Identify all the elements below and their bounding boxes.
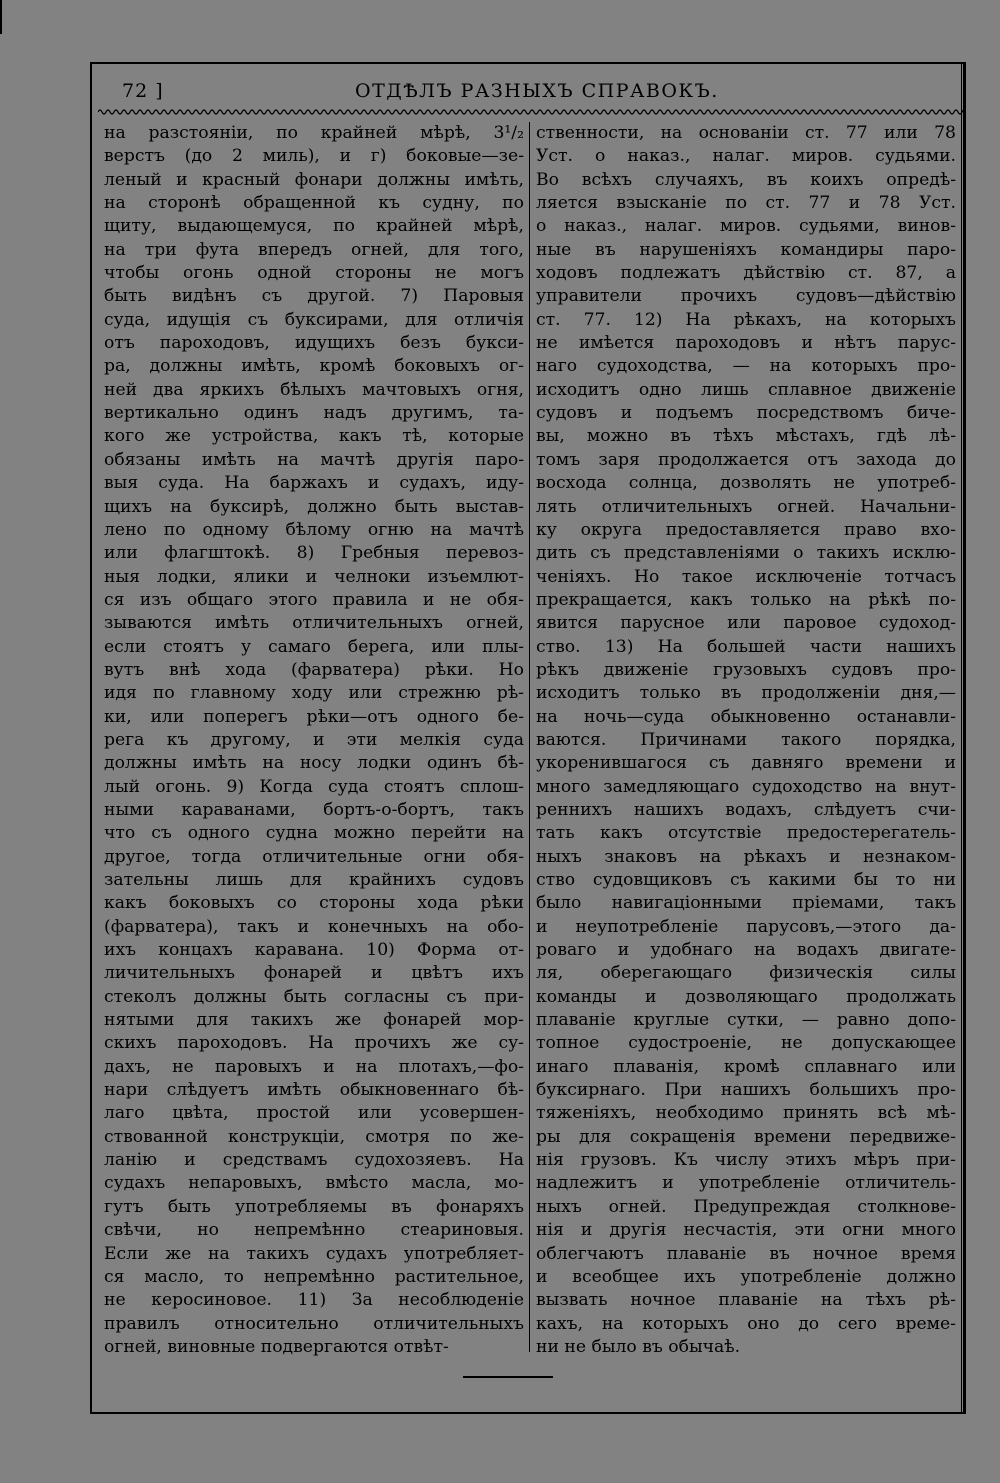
text-line: роваго и удобнаго на водахъ двигате- [536,940,956,961]
left-column [104,122,524,1359]
text-line: на три фута впередъ огней, для того, [104,239,524,260]
text-line: восхода солнца, дозволять не употреб- [536,473,956,494]
text-line: исходитъ одно лишь сплавное движеніе [536,379,956,400]
text-line: рега къ другому, и эти мелкія суда [104,729,524,750]
text-line: огней, виновные подвергаются отвѣт- [104,1336,449,1357]
text-line: ся изъ общаго этого правила и не обя- [104,589,524,610]
text-line: нари слѣдуетъ имѣть обыкновеннаго бѣ- [104,1080,524,1101]
text-line: команды и дозволяющаго продолжать [536,986,956,1007]
text-line: зательны лишь для крайнихъ судовъ [104,870,524,890]
text-line: ходовъ подлежатъ дѣйствію ст. 87, а [536,263,956,284]
text-line: зываются имѣть отличительныхъ огней, [104,613,524,634]
text-line: надлежитъ и употребленіе отличитель- [536,1173,956,1194]
text-line: щиту, выдающемуся, по крайней мѣрѣ, [104,216,524,237]
text-line: ку округа предоставляется право вхо- [536,519,956,540]
header-wavy-rule [98,106,966,118]
text-line: ни не было въ обычаѣ. [536,1336,741,1357]
text-line: ляется взысканіе по ст. 77 и 78 Уст. [536,193,956,214]
text-line: много замедляющаго судоходство на внут- [536,776,956,797]
text-line: дить съ представленіями о такихъ исклю- [536,543,956,564]
text-line: выя суда. На баржахъ и судахъ, иду- [104,473,524,494]
text-line: отъ пароходовъ, идущихъ безъ букси- [104,333,524,354]
text-line: нія и другія несчастія, эти огни много [536,1220,956,1241]
text-line: обязаны имѣть на мачтѣ другія паро- [104,449,524,470]
text-line: судахъ непаровыхъ, вмѣсто масла, мо- [104,1173,524,1194]
text-line: ные въ нарушеніяхъ командиры паро- [536,239,956,260]
text-line: ствованной конструкціи, смотря по же- [104,1126,524,1147]
text-line: ланію и средствамъ судохозяевъ. На [104,1150,524,1171]
text-line: плаваніе круглые сутки, — равно допо- [536,1010,956,1031]
text-line: дахъ, не паровыхъ и на плотахъ,—фо- [104,1056,524,1077]
text-line: правилъ относительно отличительныхъ [104,1313,524,1334]
text-line: идя по главному ходу или стрежню рѣ- [104,683,524,704]
frame-inner-rule [961,62,962,1414]
text-line: ся масло, то непремѣнно растительное, [104,1266,524,1287]
text-line: ней два яркихъ бѣлыхъ мачтовыхъ огня, [104,379,524,400]
right-column [536,122,956,1359]
text-line: рѣкъ движеніе грузовыхъ судовъ про- [536,659,956,680]
text-line: вы, можно въ тѣхъ мѣстахъ, гдѣ лѣ- [536,426,956,447]
text-line: ство. 13) На большей части нашихъ [536,636,956,657]
text-line: инаго плаванія, кромѣ сплавнаго или [536,1056,956,1077]
text-line: тяженіяхъ, необходимо принять всѣ мѣ- [536,1103,956,1124]
text-line: вызвать ночное плаваніе на тѣхъ рѣ- [536,1290,956,1311]
text-line: на ночь—суда обыкновенно останавли- [536,706,956,727]
text-line: топное судостроеніе, не допускающее [536,1033,956,1054]
text-line: леный и красный фонари должны имѣть, [104,169,524,190]
text-line: должны имѣть на носу лодки одинъ бѣ- [104,753,524,774]
text-line: и неупотребленіе парусовъ,—этого да- [536,916,956,937]
text-line: суда, идущія съ буксирами, для отличія [104,309,524,330]
margin-mark [0,0,2,34]
text-line: ныхъ огней. Предупреждая столкнове- [536,1196,956,1217]
page-title: ОТДѢЛЪ РАЗНЫХЪ СПРАВОКЪ. [355,80,719,102]
text-line: верстъ (до 2 миль), и г) боковые—зе- [104,146,524,167]
text-line: Во всѣхъ случаяхъ, въ коихъ опредѣ- [536,169,956,190]
text-line: нятыми для такихъ же фонарей мор- [104,1010,524,1031]
text-line: вертикально одинъ надъ другимъ, та- [104,403,524,424]
text-line: какъ боковыхъ со стороны хода рѣки [104,893,524,914]
text-line: ля, оберегающаго физическія силы [536,963,956,984]
text-line: лено по одному бѣлому огню на мачтѣ [104,519,524,540]
text-line: на разстояніи, по крайней мѣрѣ, 3¹/₂ [104,123,524,143]
text-line: ваются. Причинами такого порядка, [536,729,956,750]
text-line: облегчаютъ плаваніе въ ночное время [536,1243,956,1264]
text-line: лый огонь. 9) Когда суда стоятъ сплош- [104,776,524,797]
text-line: лять отличительныхъ огней. Начальни- [536,496,956,517]
text-line: вутъ внѣ хода (фарватера) рѣки. Но [104,659,524,680]
text-line: Уст. о наказ., налаг. миров. судьями. [536,146,956,167]
text-line: щихъ на буксирѣ, должно быть выстав- [104,496,524,517]
end-rule [463,1376,553,1378]
text-line: реннихъ нашихъ водахъ, слѣдуетъ счи- [536,799,956,820]
text-line: ихъ концахъ каравана. 10) Форма от- [104,940,524,961]
text-line: буксирнаго. При нашихъ большихъ про- [536,1080,956,1101]
page-number: 72 ] [122,80,164,102]
text-line: укоренившагося съ давняго времени и [536,753,956,774]
column-divider [529,122,530,1352]
text-line: ра, должны имѣть, кромѣ боковыхъ ог- [104,356,524,377]
text-line: ство судовщиковъ съ какими бы то ни [536,870,956,890]
text-line: ственности, на основаніи ст. 77 или 78 [536,123,956,143]
text-line: было навигаціонными пріемами, такъ [536,893,956,914]
text-line: не керосиновое. 11) За несоблюденіе [104,1290,524,1311]
text-line: если стоятъ у самаго берега, или плы- [104,636,524,657]
page-header [100,78,960,106]
text-line: ныя лодки, ялики и челноки изъемлют- [104,566,524,587]
text-line: явится парусное или паровое судоход- [536,613,956,634]
text-line: другое, тогда отличительные огни обя- [104,846,524,867]
text-line: кахъ, на которыхъ оно до сего време- [536,1313,956,1334]
text-line: не имѣется пароходовъ и нѣтъ парус- [536,333,956,354]
text-line: прекращается, какъ только на рѣкѣ по- [536,589,956,610]
text-line: ченіяхъ. Но такое исключеніе тотчасъ [536,566,956,587]
text-line: гутъ быть употребляемы въ фонаряхъ [104,1196,524,1217]
text-line: исходитъ только въ продолженіи дня,— [536,683,956,704]
text-line: лаго цвѣта, простой или усовершен- [104,1103,524,1124]
text-line: быть видѣнъ съ другой. 7) Паровыя [104,286,524,307]
text-line: и всеобщее ихъ употребленіе должно [536,1266,956,1287]
text-line: ными караванами, бортъ-о-бортъ, такъ [104,799,524,820]
text-line: о наказ., налаг. миров. судьями, винов- [536,216,956,237]
text-line: чтобы огонь одной стороны не могъ [104,263,524,284]
text-line: кого же устройства, какъ тѣ, которые [104,426,524,447]
text-line: ныхъ знаковъ на рѣкахъ и незнаком- [536,846,956,867]
text-line: Если же на такихъ судахъ употребляет- [104,1243,524,1264]
text-line: ки, или поперегъ рѣки—отъ одного бе- [104,706,524,727]
text-line: стеколъ должны быть согласны съ при- [104,986,524,1007]
text-line: томъ заря продолжается отъ захода до [536,449,956,470]
text-line: управители прочихъ судовъ—дѣйствію [536,286,956,307]
text-line: тать какъ отсутствіе предостерегатель- [536,823,956,844]
text-line: или флагштокѣ. 8) Гребныя перевоз- [104,543,524,564]
text-line: личительныхъ фонарей и цвѣтъ ихъ [104,963,524,984]
text-line: нія грузовъ. Къ числу этихъ мѣръ при- [536,1150,956,1171]
text-line: (фарватера), такъ и конечныхъ на обо- [104,916,524,937]
text-line: судовъ и подъемъ посредствомъ биче- [536,403,956,424]
text-line: что съ одного судна можно перейти на [104,823,524,844]
text-line: ры для сокращенія времени передвиже- [536,1126,956,1147]
text-line: скихъ пароходовъ. На прочихъ же су- [104,1033,524,1054]
text-line: на сторонѣ обращенной къ судну, по [104,193,524,214]
text-line: наго судоходства, — на которыхъ про- [536,356,956,377]
text-line: ст. 77. 12) На рѣкахъ, на которыхъ [536,309,956,330]
text-line: свѣчи, но непремѣнно стеариновыя. [104,1220,524,1241]
